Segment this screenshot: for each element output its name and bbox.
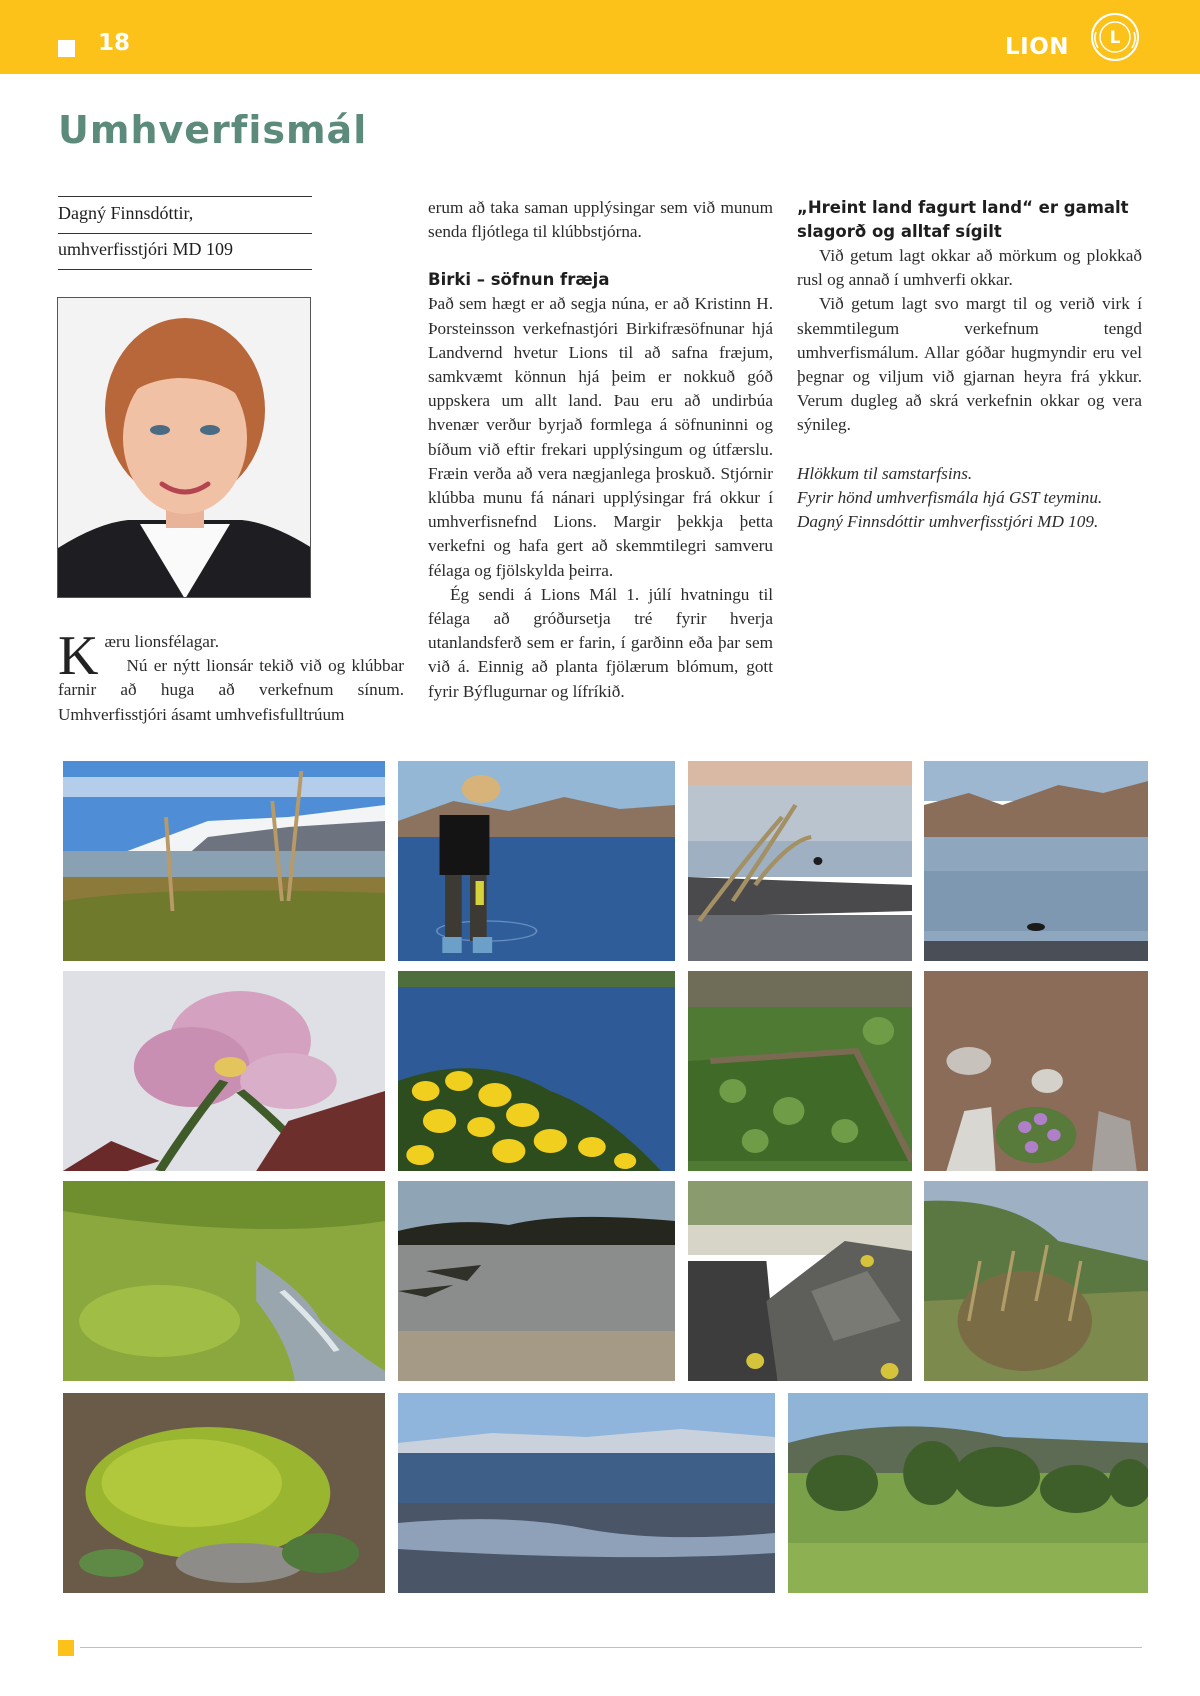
photo-grass-by-shore <box>688 761 912 961</box>
footer-marker-square <box>58 1640 74 1656</box>
col1-paragraph: Nú er nýtt lionsár tekið við og klúbbar farnir að huga að verkefnum sínum. Umhverfisstjóri ásamt umhvefisfulltrúum <box>58 656 404 724</box>
photo-fjord-with-duck <box>924 761 1148 961</box>
author-rule-bottom <box>58 269 312 270</box>
photo-moss-on-rock <box>63 1393 385 1593</box>
page-marker-square <box>58 40 75 57</box>
photo-moss-stream <box>63 1181 385 1381</box>
signoff-line-3: Dagný Finnsdóttir umhverfisstjóri MD 109. <box>797 512 1099 532</box>
svg-text:L: L <box>1109 28 1121 48</box>
author-rule-middle <box>58 233 312 234</box>
hreint-land-paragraph-1: Við getum lagt okkar að mörkum og plokkað rusl og annað í umhverfi okkar. <box>797 246 1142 290</box>
photo-yellow-marsh-flowers <box>398 971 675 1171</box>
lions-club-emblem-icon <box>1090 12 1140 62</box>
greeting: æru lionsfélagar. <box>104 632 220 651</box>
article-column-3 <box>797 196 1142 534</box>
photo-lichen-rocks <box>688 1181 912 1381</box>
section-heading-birki: Birki – söfnun fræja <box>428 270 610 290</box>
article-title: Umhverfismál <box>58 108 368 152</box>
page-header <box>0 0 1200 74</box>
page-number: 18 <box>98 30 131 56</box>
author-name: Dagný Finnsdóttir, <box>58 203 194 223</box>
photo-mountains-grass <box>63 761 385 961</box>
col2-intro: erum að taka saman upplýsingar sem við munum senda fljótlega til klúbbstjórna. <box>428 198 773 242</box>
footer-rule <box>80 1647 1142 1648</box>
photo-fjord-reflection <box>398 1393 775 1593</box>
section-heading-hreint-land: „Hreint land fagurt land“ er gamalt slagorð og alltaf sígilt <box>797 198 1129 241</box>
article-column-2 <box>428 196 773 704</box>
photo-grass-tussock <box>924 1181 1148 1381</box>
author-portrait <box>57 297 311 598</box>
birki-paragraph-2: Ég sendi á Lions Mál 1. júlí hvatningu til félaga að gróðursetja tré fyrir hverja utanlandsferð sem er farin, í garðinn eða þar sem við á. Einnig að planta fjölærum blómum, gott fyrir Býflugurnar og lífríkið. <box>428 584 773 701</box>
photo-pink-blossom <box>63 971 385 1171</box>
hreint-land-paragraph-2: Við getum lagt svo margt til og verið virk í skemmtilegum verkefnum tengd umhverfismálum. Allar góðar hugmyndir eru vel þegnar og viljum við gjarnan heyra frá ykkur. Verum dugleg að skrá verkefnin okkar og vera sýnileg. <box>797 294 1142 435</box>
signoff-line-1: Hlökkum til samstarfsins. <box>797 463 973 483</box>
photo-boy-in-lake <box>398 761 675 961</box>
signoff-line-2: Fyrir hönd umhverfismála hjá GST teyminu. <box>797 487 1103 507</box>
article-column-1 <box>58 625 404 727</box>
author-role: umhverfisstjóri MD 109 <box>58 239 233 259</box>
drop-cap: K <box>58 625 99 687</box>
author-rule-top <box>58 196 312 197</box>
magazine-name: LION <box>1005 34 1070 60</box>
photo-green-garden-bed <box>688 971 912 1171</box>
photo-birch-grove <box>788 1393 1148 1593</box>
photo-rocks-purple-flowers <box>924 971 1148 1171</box>
birki-paragraph-1: Það sem hægt er að segja núna, er að Kristinn H. Þorsteinsson verkefnastjóri Birkifræsöfnunar hjá Landvernd hvetur Lions til að safna fræjum, samkvæmt könnun hjá þeim er nokkuð góð uppskera um allt land. Þau eru að undirbúa hvenær verður byrjað formlega á söfnuninni og bíðum við eftir frekari upplýsingum og útfærslu. Fræin verða að vera nægjanlega þroskuð. Stjórnir klúbba munu fá nánari upplýsingar frá okkur í umhverfisnefnd Lions. Margir þekkja þetta verkefni og hafa gert að skemmtilegri samveru félaga og fjölskylda þeirra. <box>428 294 773 580</box>
photo-shallow-water <box>398 1181 675 1381</box>
